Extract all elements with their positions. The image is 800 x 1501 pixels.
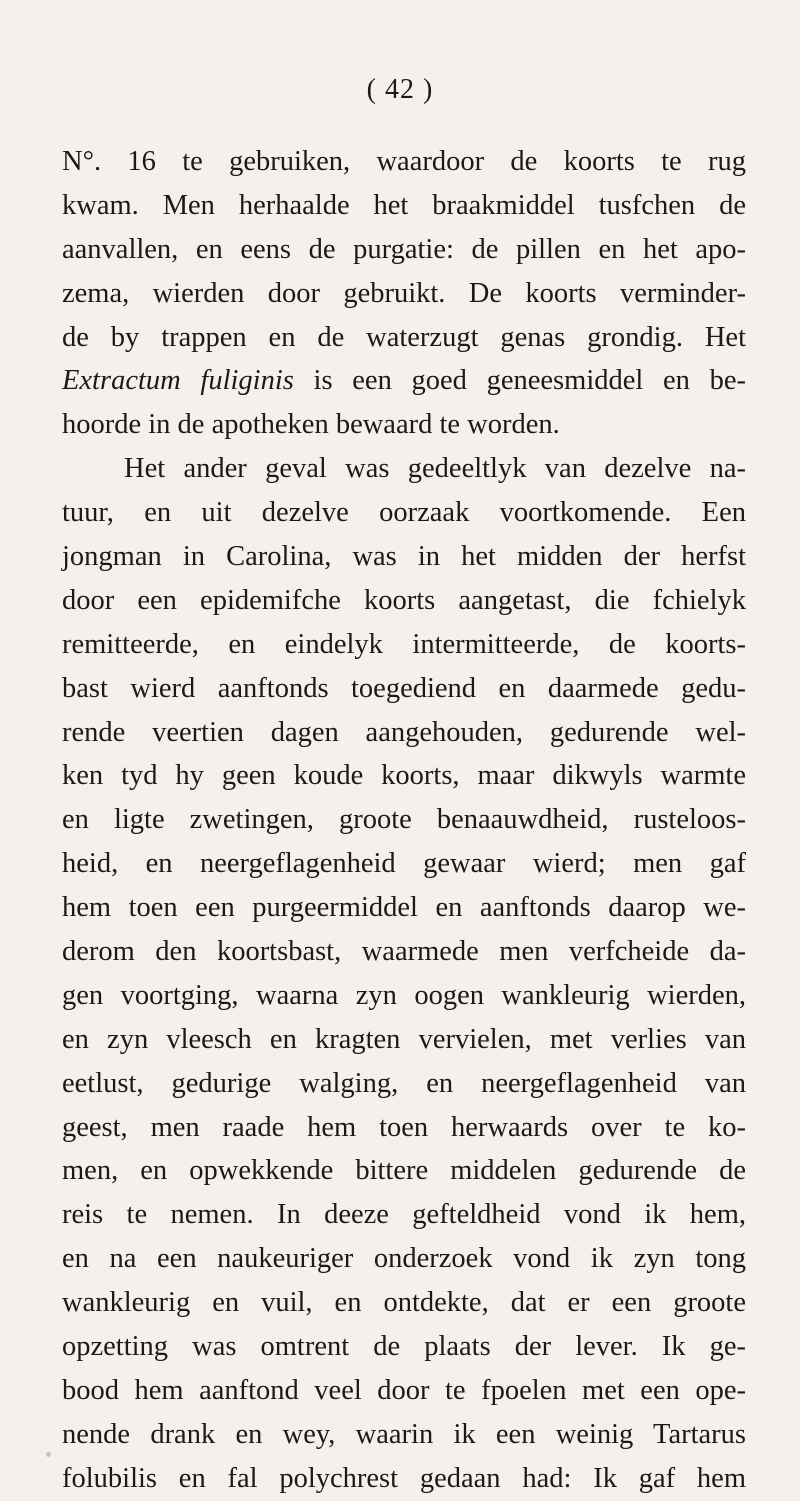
text-line: N°. 16 te gebruiken, waardoor de koorts te rug xyxy=(62,146,746,177)
text-line: aanvallen, en eens de purgatie: de pillen en het apo- xyxy=(62,233,746,265)
text-line xyxy=(62,359,746,403)
text-line: hoorde in de apotheken bewaard te worden. xyxy=(62,409,560,441)
text-line: gen voortging, waarna zyn oogen wankleurig wierden, xyxy=(62,979,746,1011)
text-line: derom den koortsbast, waarmede men verfcheide da- xyxy=(62,936,746,968)
text-line: wankleurig en vuil, en ontdekte, dat er een groote xyxy=(62,1287,746,1319)
text-line: eetlust, gedurige walging, en neergeflagenheid van xyxy=(62,1067,746,1099)
text-line: de by trappen en de waterzugt genas grondig. Het xyxy=(62,321,746,353)
text-line: jongman in Carolina, was in het midden der herfst xyxy=(62,541,746,573)
text-line: men, en opwekkende bittere middelen gedurende de xyxy=(62,1155,746,1187)
text-line: door een epidemifche koorts aangetast, die fchielyk xyxy=(62,584,746,616)
text-line: kwam. Men herhaalde het braakmiddel tusfchen de xyxy=(62,189,746,221)
text-line: nende drank en wey, waarin ik een weinig Tartarus xyxy=(62,1418,746,1450)
body-text xyxy=(62,140,746,1501)
text-line: heid, en neergeflagenheid gewaar wierd; men gaf xyxy=(62,848,746,880)
text-line: bast wierd aanftonds toegediend en daarmede gedu- xyxy=(62,672,746,704)
text-line: folubilis en fal polychrest gedaan had: Ik gaf hem xyxy=(62,1462,746,1494)
text-line: en na een naukeuriger onderzoek vond ik zyn tong xyxy=(62,1243,746,1275)
text-line: tuur, en uit dezelve oorzaak voortkomende. Een xyxy=(62,497,746,529)
text-line: en ligte zwetingen, groote benaauwdheid, rusteloos- xyxy=(62,804,746,836)
paper-speck xyxy=(46,1452,51,1457)
latin-term: Extractum fuliginis xyxy=(62,365,294,397)
text-line: bood hem aanftond veel door te fpoelen met een ope- xyxy=(62,1374,746,1406)
text-line: en zyn vleesch en kragten vervielen, met verlies van xyxy=(62,1023,746,1055)
paragraph-start-line: Het ander geval was gedeeltlyk van dezelve na- xyxy=(124,453,746,485)
page-number: ( 42 ) xyxy=(366,74,434,105)
text-line: ken tyd hy geen koude koorts, maar dikwyls warmte xyxy=(62,760,746,792)
text-line: hem toen een purgeermiddel en aanftonds daarop we- xyxy=(62,892,746,924)
text-line: reis te nemen. In deeze gefteldheid vond ik hem, xyxy=(62,1199,746,1231)
text-line: geest, men raade hem toen herwaards over te ko- xyxy=(62,1111,746,1143)
text-line: remitteerde, en eindelyk intermitteerde, de koorts- xyxy=(62,628,746,660)
text-line: rende veertien dagen aangehouden, gedurende wel- xyxy=(62,716,746,748)
text-line: zema, wierden door gebruikt. De koorts verminder- xyxy=(62,277,746,309)
text-line: opzetting was omtrent de plaats der lever. Ik ge- xyxy=(62,1331,746,1363)
text-line-rest: is een goed geneesmiddel en be- xyxy=(293,365,746,397)
